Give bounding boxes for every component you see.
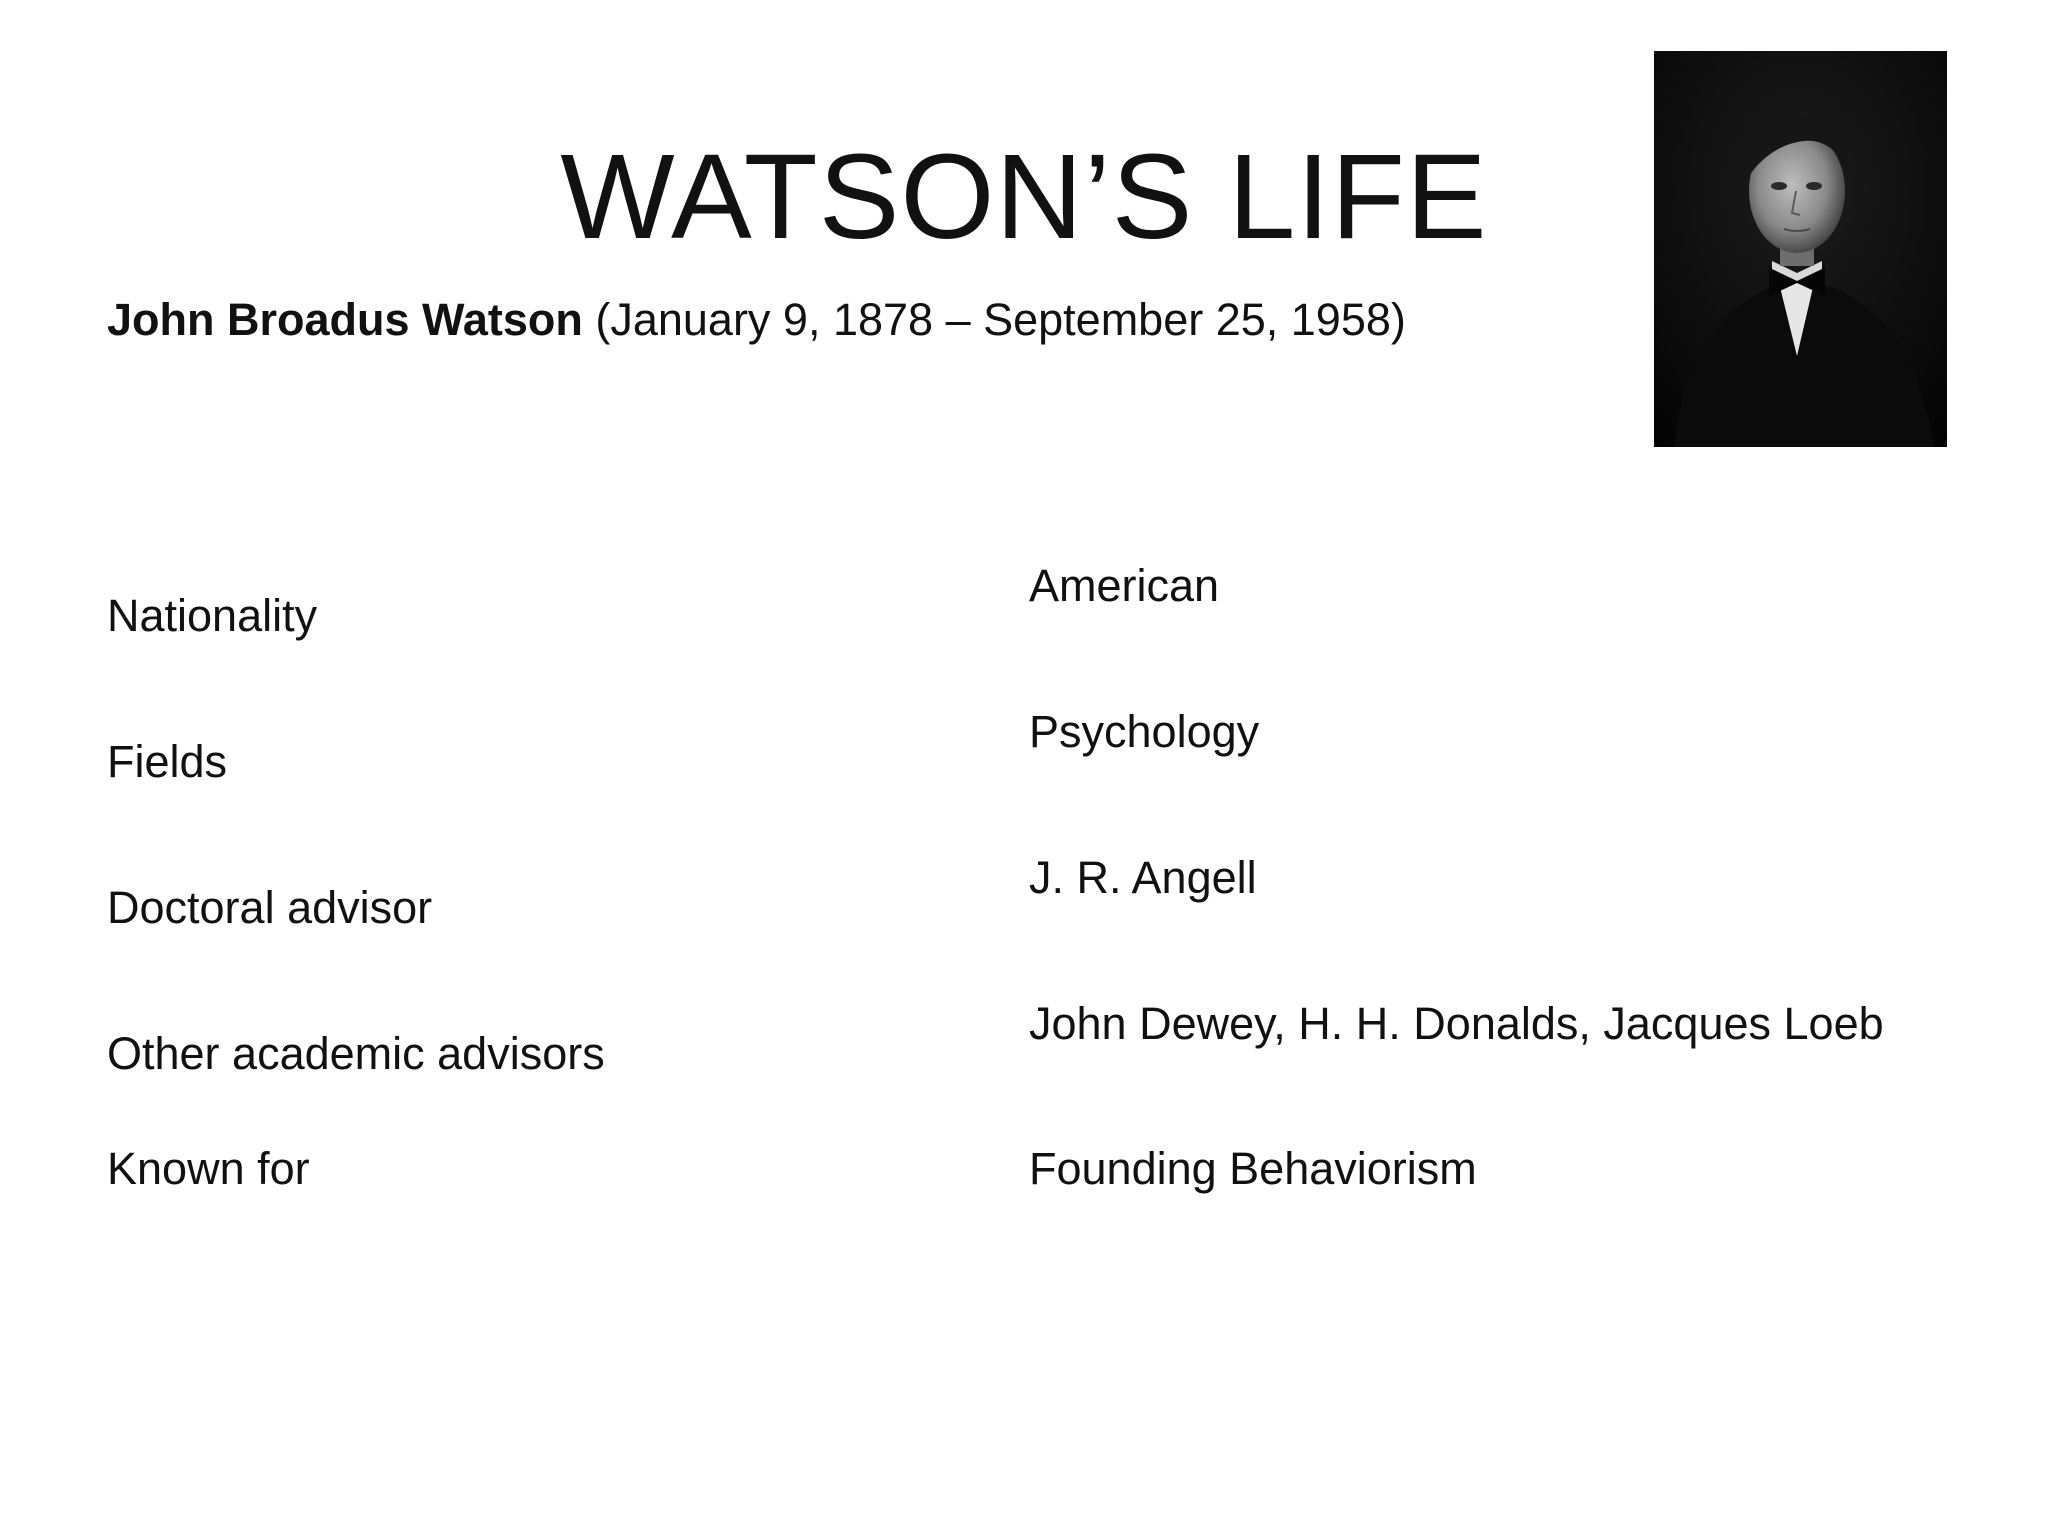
fact-label-fields: Fields [107, 736, 228, 787]
subtitle-dates: (January 9, 1878 – September 25, 1958) [582, 294, 1406, 345]
fact-value-known-for: Founding Behaviorism [1029, 1143, 1477, 1194]
fact-value-fields: Psychology [1029, 706, 1260, 757]
subtitle [107, 290, 1406, 350]
portrait-photo [1654, 51, 1947, 447]
portrait-icon [1654, 51, 1947, 447]
fact-label-other-advisors: Other academic advisors [107, 1028, 605, 1079]
slide-title: WATSON’S LIFE [560, 128, 1488, 264]
fact-value-other-advisors: John Dewey, H. H. Donalds, Jacques Loeb [1029, 998, 1884, 1049]
fact-label-known-for: Known for [107, 1143, 310, 1194]
fact-value-doctoral-advisor: J. R. Angell [1029, 852, 1257, 903]
fact-label-nationality: Nationality [107, 590, 318, 641]
subtitle-name: John Broadus Watson [107, 294, 583, 345]
fact-value-nationality: American [1029, 560, 1220, 611]
fact-label-doctoral-advisor: Doctoral advisor [107, 882, 433, 933]
